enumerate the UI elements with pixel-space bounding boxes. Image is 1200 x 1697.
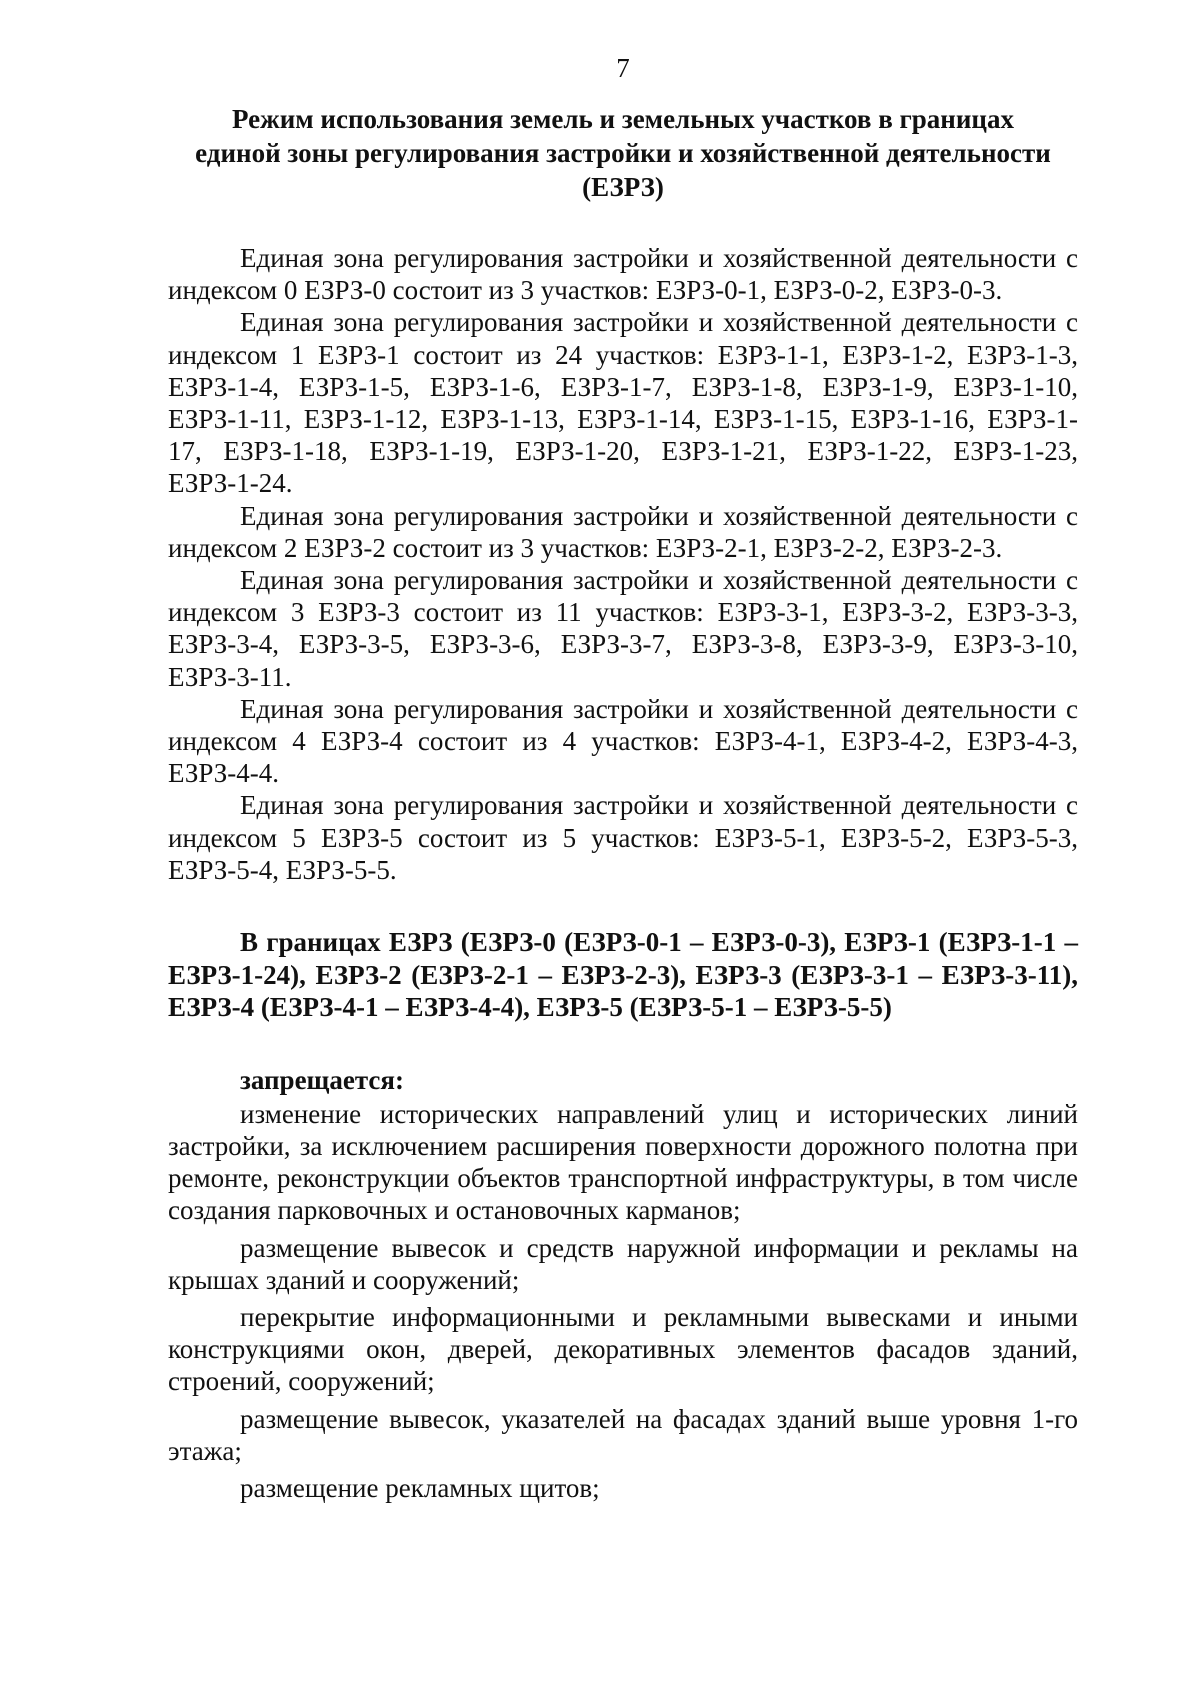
section-heading [168, 102, 1078, 204]
document-page [168, 52, 1078, 1509]
prohibited-item-0: изменение исторических направлений улиц и исторических линий застройки, за исключением расширения поверхности дорожного полотна при ремонте, реконструкции объектов транспортной инфраструктуры, в том числе создания парковочных и остановочных карманов; [168, 1098, 1078, 1226]
zone-paragraph-3: Единая зона регулирования застройки и хозяйственной деятельности с индексом 3 ЕЗРЗ-3 состоит из 11 участков: ЕЗРЗ-3-1, ЕЗРЗ-3-2, ЕЗРЗ-3-3, ЕЗРЗ-3-4, ЕЗРЗ-3-5, ЕЗРЗ-3-6, ЕЗРЗ-3-7, ЕЗРЗ-3-8, ЕЗРЗ-3-9, ЕЗРЗ-3-10, ЕЗРЗ-3-11. [168, 565, 1078, 692]
prohibited-item-3: размещение вывесок, указателей на фасадах зданий выше уровня 1-го этажа; [168, 1403, 1078, 1466]
prohibited-title: запрещается: [240, 1064, 405, 1095]
heading-line-3: (ЕЗРЗ) [582, 172, 664, 202]
prohibited-list [168, 1098, 1078, 1504]
prohibited-item-2: перекрытие информационными и рекламными вывесками и иными конструкциями окон, дверей, декоративных элементов фасадов зданий, строений, сооружений; [168, 1301, 1078, 1397]
heading-line-2: единой зоны регулирования застройки и хозяйственной деятельности [195, 138, 1051, 168]
zone-paragraph-4: Единая зона регулирования застройки и хозяйственной деятельности с индексом 4 ЕЗРЗ-4 состоит из 4 участков: ЕЗРЗ-4-1, ЕЗРЗ-4-2, ЕЗРЗ-4-3, ЕЗРЗ-4-4. [168, 693, 1078, 789]
prohibited-item-1: размещение вывесок и средств наружной информации и рекламы на крышах зданий и сооружений; [168, 1232, 1078, 1295]
zone-paragraph-2: Единая зона регулирования застройки и хозяйственной деятельности с индексом 2 ЕЗРЗ-2 состоит из 3 участков: ЕЗРЗ-2-1, ЕЗРЗ-2-2, ЕЗРЗ-2-3. [168, 500, 1078, 563]
heading-line-1: Режим использования земель и земельных участков в границах [232, 104, 1014, 134]
zone-list [168, 242, 1078, 886]
zone-paragraph-0: Единая зона регулирования застройки и хозяйственной деятельности с индексом 0 ЕЗРЗ-0 состоит из 3 участков: ЕЗРЗ-0-1, ЕЗРЗ-0-2, ЕЗРЗ-0-3. [168, 243, 1078, 306]
boundary-statement: В границах ЕЗРЗ (ЕЗРЗ-0 (ЕЗРЗ-0-1 – ЕЗРЗ-0-3), ЕЗРЗ-1 (ЕЗРЗ-1-1 – ЕЗРЗ-1-24), ЕЗРЗ-2 (ЕЗРЗ-2-1 – ЕЗРЗ-2-3), ЕЗРЗ-3 (ЕЗРЗ-3-1 – ЕЗРЗ-3-11), ЕЗРЗ-4 (ЕЗРЗ-4-1 – ЕЗРЗ-4-4), ЕЗРЗ-5 (ЕЗРЗ-5-1 – ЕЗРЗ-5-5) [168, 927, 1078, 1023]
prohibited-item-4: размещение рекламных щитов; [240, 1473, 600, 1503]
zone-paragraph-1: Единая зона регулирования застройки и хозяйственной деятельности с индексом 1 ЕЗРЗ-1 состоит из 24 участков: ЕЗРЗ-1-1, ЕЗРЗ-1-2, ЕЗРЗ-1-3, ЕЗРЗ-1-4, ЕЗРЗ-1-5, ЕЗРЗ-1-6, ЕЗРЗ-1-7, ЕЗРЗ-1-8, ЕЗРЗ-1-9, ЕЗРЗ-1-10, ЕЗРЗ-1-11, ЕЗРЗ-1-12, ЕЗРЗ-1-13, ЕЗРЗ-1-14, ЕЗРЗ-1-15, ЕЗРЗ-1-16, ЕЗРЗ-1-17, ЕЗРЗ-1-18, ЕЗРЗ-1-19, ЕЗРЗ-1-20, ЕЗРЗ-1-21, ЕЗРЗ-1-22, ЕЗРЗ-1-23, ЕЗРЗ-1-24. [168, 307, 1078, 499]
page-number: 7 [616, 53, 630, 83]
zone-paragraph-5: Единая зона регулирования застройки и хозяйственной деятельности с индексом 5 ЕЗРЗ-5 состоит из 5 участков: ЕЗРЗ-5-1, ЕЗРЗ-5-2, ЕЗРЗ-5-3, ЕЗРЗ-5-4, ЕЗРЗ-5-5. [168, 790, 1078, 885]
